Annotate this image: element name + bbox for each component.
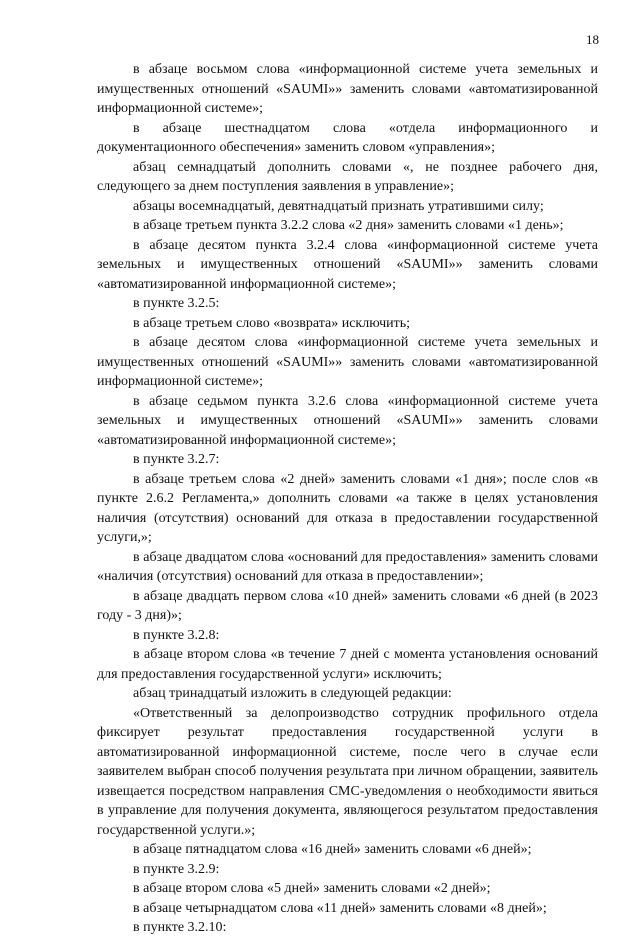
paragraph: в абзаце десятом слова «информационной системе учета земельных и имущественных отношений «SAUMI»» заменить словами «автоматизированной информационной системе»;	[97, 335, 598, 389]
paragraph: в абзаце втором слова «в течение 7 дней с момента установления оснований для предоставления государственной услуги» исключить;	[97, 647, 598, 682]
paragraph: в пункте 3.2.8:	[133, 627, 220, 643]
paragraph: в абзаце восьмом слова «информационной системе учета земельных и имущественных отношений «SAUMI»» заменить словами «автоматизированной информационной системе»;	[97, 62, 598, 116]
paragraph: в пункте 3.2.9:	[133, 861, 220, 877]
paragraph: в абзаце третьем слово «возврата» исключить;	[133, 315, 411, 331]
paragraph: в абзаце пятнадцатом слова «16 дней» заменить словами «6 дней»;	[133, 842, 532, 857]
paragraph: в абзаце втором слова «5 дней» заменить словами «2 дней»;	[133, 881, 491, 896]
paragraph: «Ответственный за делопроизводство сотрудник профильного отдела фиксирует результат предоставления государственной услуги в автоматизированной информационной системе, после чего в случае если заявителем выбран способ получения результата при личном обращении, заявитель извещается посредством направления СМС-уведомления о необходимости явиться в управление для получения документа, являющегося результатом предоставления государственной услуги.»;	[97, 705, 598, 838]
paragraph: в пункте 3.2.7:	[133, 452, 220, 467]
paragraph: абзац семнадцатый дополнить словами «, не позднее рабочего дня, следующего за днем поступления заявления в управление»;	[97, 159, 598, 194]
paragraph: в абзаце десятом пункта 3.2.4 слова «информационной системе учета земельных и имущественных отношений «SAUMI»» заменить словами «автоматизированной информационной системе»;	[97, 237, 598, 292]
paragraph: абзац тринадцатый изложить в следующей редакции:	[133, 686, 452, 701]
paragraph: в абзаце двадцать первом слова «10 дней» заменить словами «6 дней (в 2023 году - 3 дня)»;	[97, 588, 598, 623]
paragraph: в абзаце третьем пункта 3.2.2 слова «2 дня» заменить словами «1 день»;	[133, 218, 564, 233]
paragraph: в абзаце четырнадцатом слова «11 дней» заменить словами «8 дней»;	[133, 900, 547, 916]
page-number: 18	[586, 32, 599, 47]
paragraph: в абзаце шестнадцатом слова «отдела информационного и документационного обеспечения» заменить словом «управления»;	[97, 120, 598, 155]
paragraph: в пункте 3.2.10:	[133, 920, 227, 935]
paragraph: в абзаце третьем слова «2 дней» заменить словами «1 дня»; после слов «в пункте 2.6.2 Регламента,» дополнить словами «а также в целях установления наличия (отсутствия) оснований для отказа в предоставлении государственной услуги,»;	[97, 471, 598, 545]
paragraph: в абзаце седьмом пункта 3.2.6 слова «информационной системе учета земельных и имущественных отношений «SAUMI»» заменить словами «автоматизированной информационной системе»;	[97, 393, 598, 448]
paragraph: абзацы восемнадцатый, девятнадцатый признать утратившими силу;	[133, 198, 544, 214]
paragraph: в пункте 3.2.5:	[133, 296, 220, 311]
paragraph: в абзаце двадцатом слова «оснований для предоставления» заменить словами «наличия (отсутствия) оснований для отказа в предоставлении»;	[97, 549, 598, 584]
document-body	[97, 60, 598, 938]
